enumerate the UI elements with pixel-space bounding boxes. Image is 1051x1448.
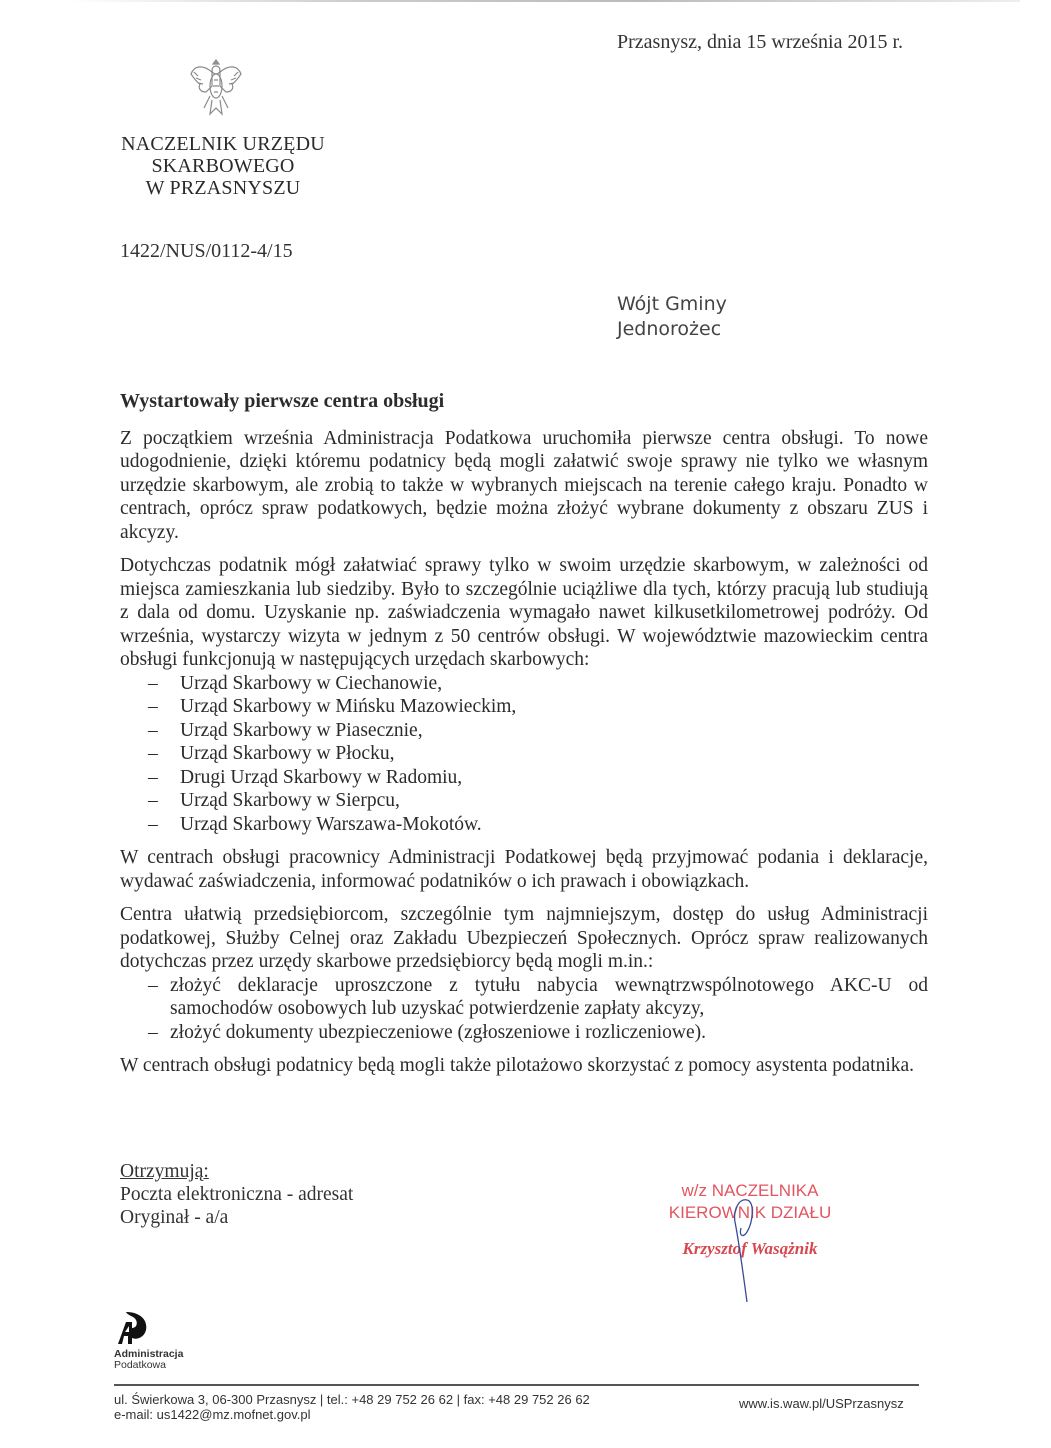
letter-title: Wystartowały pierwsze centra obsługi bbox=[120, 390, 445, 412]
list-item: – złożyć dokumenty ubezpieczeniowe (zgłoszeniowe i rozliczeniowe). bbox=[148, 1021, 707, 1043]
list-item: – Urząd Skarbowy w Mińsku Mazowieckim, bbox=[148, 696, 517, 717]
distribution-heading: Otrzymują: bbox=[120, 1161, 209, 1182]
offices-list bbox=[120, 672, 928, 837]
paragraph: Dotychczas podatnik mógł załatwiać sprawy tylko w swoim urzędzie skarbowym, w zależności od miejsca zamieszkania lub siedziby. Było to szczególnie uciążliwe dla tych, którzy pracują lub studiują z dala od domu. Uzyskanie np. zaświadczenia wymagało nawet kilkusetkilometrowej podróży. Od września, wystarczy wizyta w jednym z 50 centrów obsługi. W województwie mazowieckim centra obsługi funkcjonują w następujących urzędach skarbowych: bbox=[120, 555, 928, 670]
tax-administration-logo-text: Administracja Podatkowa bbox=[114, 1348, 184, 1371]
footer-address: ul. Świerkowa 3, 06-300 Przasnysz | tel.: +48 29 752 26 62 | fax: +48 29 752 26 62 bbox=[114, 1392, 590, 1407]
business-list bbox=[120, 974, 928, 1045]
reference-number: 1422/NUS/0112-4/15 bbox=[120, 240, 293, 262]
signatory-name: Krzysztof Wasążnik bbox=[682, 1239, 818, 1258]
recipient-line: Jednorożec bbox=[617, 318, 722, 340]
distribution-item: Poczta elektroniczna - adresat bbox=[120, 1184, 354, 1205]
footer-email: e-mail: us1422@mz.mofnet.gov.pl bbox=[114, 1406, 311, 1422]
paragraph: Z początkiem września Administracja Podatkowa uruchomiła pierwsze centra obsługi. To nowe udogodnienie, dzięki któremu podatnicy będą mogli załatwić swoje sprawy nie tylko we własnym urzędzie skarbowym, ale zrobią to także w wybranych miejscach na terenie całego kraju. Ponadto w centrach, oprócz spraw podatkowych, będzie można złożyć wybrane dokumenty z obszaru ZUS i akcyzy. bbox=[120, 427, 928, 543]
recipient-block bbox=[617, 292, 727, 342]
list-item: – Drugi Urząd Skarbowy w Radomiu, bbox=[148, 766, 463, 788]
letter-body bbox=[120, 390, 928, 1088]
office-line: NACZELNIK URZĘDU bbox=[121, 133, 325, 155]
paragraph: Centra ułatwią przedsiębiorcom, szczególnie tym najmniejszym, dostęp do usług Administracji podatkowej, Służby Celnej oraz Zakładu Ubezpieczeń Społecznych. Oprócz spraw realizowanych dotychczas przez urzędy skarbowe przedsiębiorcy będą mogli m.in.: bbox=[120, 904, 928, 972]
list-item: – Urząd Skarbowy w Ciechanowie, bbox=[148, 672, 443, 694]
list-item: – Urząd Skarbowy w Piasecznie, bbox=[148, 719, 423, 741]
office-line: SKARBOWEGO bbox=[151, 155, 295, 177]
footer-contact bbox=[114, 1393, 590, 1422]
distribution-list bbox=[120, 1160, 353, 1229]
tax-administration-logo-icon bbox=[114, 1310, 150, 1346]
paragraph: W centrach obsługi podatnicy będą mogli także pilotażowo skorzystać z pomocy asystenta podatnika. bbox=[120, 1055, 915, 1076]
footer-website: www.is.waw.pl/USPrzasnysz bbox=[739, 1396, 904, 1411]
stamp-line: KIEROWNIK DZIAŁU bbox=[668, 1203, 832, 1222]
scan-edge-line bbox=[70, 0, 1020, 2]
recipient-line: Wójt Gminy bbox=[617, 293, 727, 315]
polish-eagle-emblem-icon bbox=[188, 56, 244, 118]
list-item: – Urząd Skarbowy Warszawa-Mokotów. bbox=[148, 813, 482, 835]
list-item: – Urząd Skarbowy w Płocku, bbox=[148, 743, 395, 764]
handwritten-signature-icon bbox=[725, 1192, 765, 1312]
list-item: – Urząd Skarbowy w Sierpcu, bbox=[148, 790, 400, 811]
office-line: W PRZASNYSZU bbox=[145, 177, 301, 199]
list-item: – złożyć deklaracje uproszczone z tytułu nabycia wewnątrzwspólnotowego AKC-U od samochodów osobowych lub uzyskać potwierdzenie zapłaty akcyzy, bbox=[148, 974, 928, 1019]
place-date: Przasnysz, dnia 15 września 2015 r. bbox=[617, 31, 904, 53]
footer-divider bbox=[114, 1384, 919, 1386]
issuing-office bbox=[90, 133, 356, 199]
distribution-item: Oryginał - a/a bbox=[120, 1207, 229, 1228]
paragraph: W centrach obsługi pracownicy Administracji Podatkowej będą przyjmować podania i deklaracje, wydawać zaświadczenia, informować podatników o ich prawach i obowiązkach. bbox=[120, 847, 928, 892]
stamp-line: w/z NACZELNIKA bbox=[681, 1181, 819, 1200]
